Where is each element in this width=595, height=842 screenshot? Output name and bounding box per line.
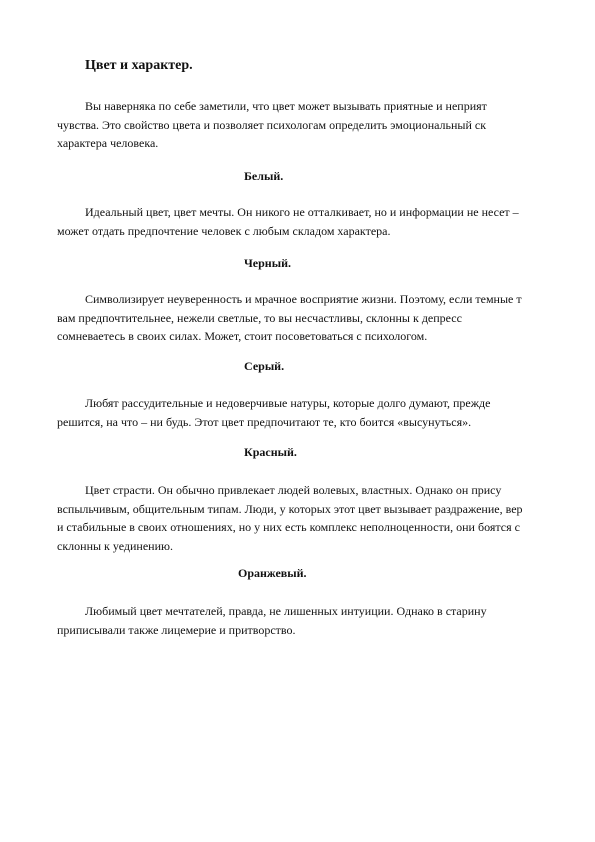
section-paragraph-red: [57, 481, 595, 555]
paragraph-line: чувства. Это свойство цвета и позволяет психологам определить эмоциональный ск: [57, 117, 487, 132]
paragraph-line: может отдать предпочтение человек с любым складом характера.: [57, 223, 391, 238]
section-heading-red: Красный.: [244, 445, 297, 459]
paragraph-line: приписывали также лицемерие и притворство.: [57, 622, 296, 637]
paragraph-line: вам предпочтительнее, нежели светлые, то вы несчастливы, склонны к депресс: [57, 310, 462, 325]
section-heading-black: Черный.: [244, 256, 292, 270]
paragraph-line: характера человека.: [57, 136, 159, 150]
section-paragraph-black: [57, 290, 595, 346]
paragraph-line: вспыльчивым, общительным типам. Люди, у которых этот цвет вызывает раздражение, вер: [57, 501, 523, 516]
section-heading-orange: Оранжевый.: [238, 566, 307, 580]
paragraph-line: Любимый цвет мечтателей, правда, не лишенных интуиции. Однако в старину: [85, 604, 487, 618]
paragraph-line: Любят рассудительные и недоверчивые натуры, которые долго думают, прежде: [85, 396, 491, 410]
paragraph-line: Цвет страсти. Он обычно привлекает людей волевых, властных. Однако он прису: [85, 483, 502, 497]
section-heading-gray: Серый.: [244, 359, 285, 373]
paragraph-line: сомневаетесь в своих силах. Может, стоит посоветоваться с психологом.: [57, 329, 428, 343]
paragraph-line: Символизирует неуверенность и мрачное восприятие жизни. Поэтому, если темные т: [85, 292, 522, 306]
paragraph-line: решится, на что – ни будь. Этот цвет предпочитают те, кто боится «высунуться».: [57, 414, 472, 429]
paragraph-line: Вы наверняка по себе заметили, что цвет может вызывать приятные и неприят: [85, 99, 487, 113]
paragraph-line: Идеальный цвет, цвет мечты. Он никого не отталкивает, но и информации не несет –: [85, 205, 519, 219]
section-paragraph-gray: [57, 394, 595, 431]
intro-paragraph: [57, 97, 595, 153]
section-heading-white: Белый.: [244, 169, 284, 183]
section-paragraph-white: [57, 203, 595, 240]
paragraph-line: и стабильные в своих отношениях, но у них есть комплекс неполноценности, они боятся с: [57, 520, 520, 534]
section-paragraph-orange: [57, 602, 595, 639]
page-title: Цвет и характер.: [85, 58, 193, 73]
paragraph-line: склонны к уединению.: [57, 538, 173, 553]
